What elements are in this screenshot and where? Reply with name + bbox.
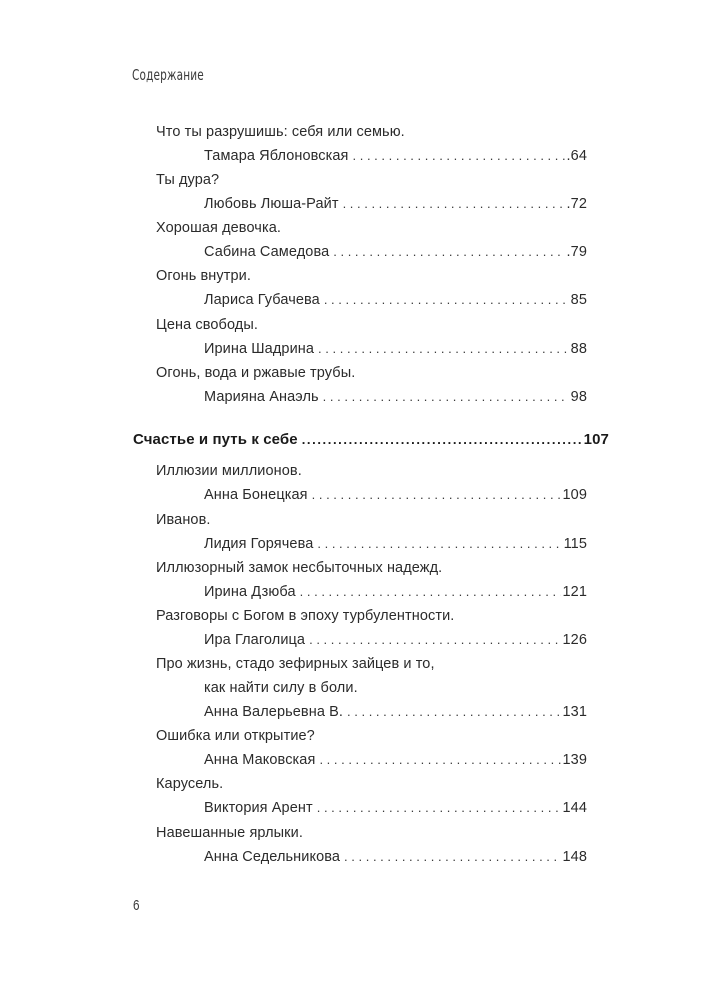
- dot-leader: [324, 290, 569, 310]
- section-title: Счастье и путь к себе: [133, 431, 298, 448]
- toc-entry-title[interactable]: Цена свободы.: [156, 317, 259, 333]
- section-page: 107: [583, 431, 609, 448]
- toc-entry-page: 115: [563, 536, 587, 552]
- toc-entry-author: Сабина Самедова: [204, 244, 330, 260]
- toc-entry-page: 144: [562, 800, 587, 816]
- toc-entry-title[interactable]: Ты дура?: [156, 172, 220, 188]
- toc-entry-author: Анна Валерьевна В.: [204, 704, 344, 720]
- toc-entry-title[interactable]: Иллюзорный замок несбыточных надежд.: [156, 560, 443, 576]
- toc-entry-author: Анна Бонецкая: [204, 487, 308, 503]
- toc-entry-page: .79: [566, 244, 587, 260]
- toc-entry-author-line[interactable]: [204, 630, 587, 650]
- toc-entry-page: 98: [570, 389, 587, 405]
- toc-entry-title[interactable]: Карусель.: [156, 776, 224, 792]
- toc-section-heading[interactable]: [133, 430, 609, 450]
- dot-leader: [312, 485, 561, 505]
- dot-leader: [318, 339, 569, 359]
- toc-entry-page: 148: [562, 849, 587, 865]
- toc-entry-author-line[interactable]: [204, 534, 587, 554]
- toc-entry-author: Тамара Яблоновская: [204, 148, 349, 164]
- toc-entry-title[interactable]: Иллюзии миллионов.: [156, 463, 302, 479]
- toc-entry-author: Виктория Арент: [204, 800, 313, 816]
- toc-entry-author: Анна Маковская: [204, 752, 316, 768]
- toc-entry-title[interactable]: Разговоры с Богом в эпоху турбулентности.: [156, 608, 455, 624]
- toc-entry-title[interactable]: Навешанные ярлыки.: [156, 825, 303, 841]
- toc-entry-author: Марияна Анаэль: [204, 389, 319, 405]
- toc-entry-page: 131: [562, 704, 587, 720]
- toc-entry-title[interactable]: Про жизнь, стадо зефирных зайцев и то,: [156, 656, 435, 672]
- toc-entry-author-line[interactable]: [204, 242, 587, 262]
- toc-entry-author: Ира Глаголица: [204, 632, 306, 648]
- toc-entry-author-line[interactable]: [204, 194, 587, 214]
- dot-leader: [323, 387, 569, 407]
- toc-entry-author: Ирина Дзюба: [204, 584, 296, 600]
- dot-leader: [343, 194, 565, 214]
- dot-leader: [300, 582, 561, 602]
- toc-entry-author: Лидия Горячева: [204, 536, 314, 552]
- toc-entry-title[interactable]: Хорошая девочка.: [156, 220, 281, 236]
- dot-leader: [319, 750, 560, 770]
- toc-entry-page: 126: [562, 632, 587, 648]
- toc-entry-title-continuation[interactable]: как найти силу в боли.: [204, 680, 358, 696]
- toc-entry-author-line[interactable]: [204, 702, 587, 722]
- toc-entry-page: .64: [566, 148, 587, 164]
- dot-leader: [344, 847, 560, 867]
- toc-entry-author-line[interactable]: [204, 290, 587, 310]
- toc-entry-author-line[interactable]: [204, 485, 587, 505]
- toc-entry-title[interactable]: Огонь внутри.: [156, 268, 251, 284]
- dot-leader: [333, 242, 564, 262]
- dot-leader: [309, 630, 560, 650]
- running-head: Содержание: [132, 66, 204, 84]
- toc-entry-author-line[interactable]: [204, 339, 587, 359]
- toc-entry-author-line[interactable]: [204, 387, 587, 407]
- toc-entry-page: 139: [562, 752, 587, 768]
- dot-leader: [317, 534, 561, 554]
- toc-entry-author-line[interactable]: [204, 798, 587, 818]
- toc-entry-title[interactable]: Иванов.: [156, 512, 211, 528]
- toc-entry-author: Ирина Шадрина: [204, 341, 315, 357]
- toc-entry-author-line[interactable]: [204, 146, 587, 166]
- dot-leader: [317, 798, 561, 818]
- toc-entry-title[interactable]: Ошибка или открытие?: [156, 728, 315, 744]
- toc-entry-page: 85: [570, 292, 587, 308]
- dot-leader: [353, 146, 565, 166]
- toc-entry-title[interactable]: Огонь, вода и ржавые трубы.: [156, 365, 356, 381]
- dot-leader: [347, 702, 560, 722]
- toc-entry-page: 109: [562, 487, 587, 503]
- toc-entry-page: 88: [570, 341, 587, 357]
- toc-entry-page: 121: [562, 584, 587, 600]
- toc-entry-author-line[interactable]: [204, 847, 587, 867]
- toc-entry-author: Любовь Люша-Райт: [204, 196, 339, 212]
- dot-leader: [302, 430, 582, 450]
- toc-entry-author: Лариса Губачева: [204, 292, 320, 308]
- toc-entry-author: Анна Седельникова: [204, 849, 341, 865]
- toc-entry-author-line[interactable]: [204, 582, 587, 602]
- page-number: 6: [133, 897, 140, 914]
- toc-entry-title[interactable]: Что ты разрушишь: себя или семью.: [156, 124, 405, 140]
- toc-entry-page: .72: [566, 196, 587, 212]
- toc-entry-author-line[interactable]: [204, 750, 587, 770]
